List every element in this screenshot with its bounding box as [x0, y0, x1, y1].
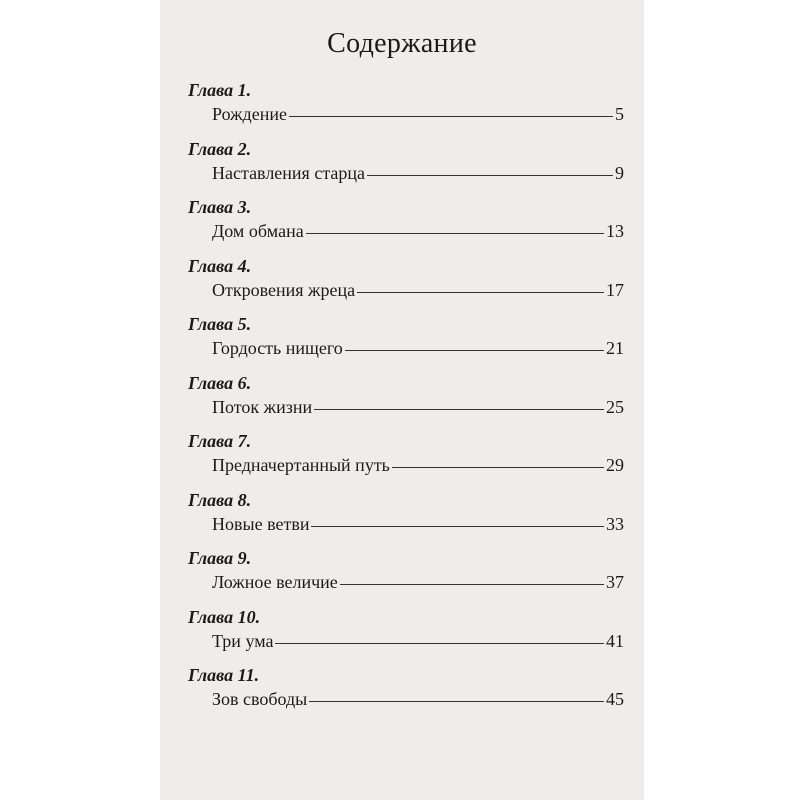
chapter-title: Новые ветви: [212, 513, 310, 534]
entry-line: [212, 689, 624, 710]
chapter-title: Рождение: [212, 104, 287, 124]
entry-line: [212, 631, 624, 652]
chapter-label: Глава 2.: [188, 138, 252, 159]
chapter-label: Глава 4.: [188, 255, 252, 276]
page-number: 45: [606, 689, 624, 709]
toc-entry: [160, 607, 644, 666]
chapter-title: Зов свободы: [212, 689, 308, 709]
page-number: 33: [606, 513, 624, 534]
toc-entry: [160, 373, 644, 432]
entry-line: [212, 397, 624, 418]
toc-entry: [160, 80, 644, 139]
toc-entry: [160, 256, 644, 315]
entry-line: [212, 338, 624, 359]
page-number: 29: [606, 455, 624, 475]
page-number: 9: [615, 162, 624, 183]
leader-line: [367, 175, 613, 176]
page-number: 17: [606, 279, 624, 300]
toc-entry: [160, 548, 644, 607]
leader-line: [357, 292, 604, 293]
toc-entry: [160, 314, 644, 373]
entry-line: [212, 280, 624, 301]
leader-line: [306, 233, 604, 234]
page-number: 37: [606, 572, 624, 592]
chapter-label: Глава 9.: [188, 548, 252, 568]
entry-line: [212, 104, 624, 125]
leader-line: [311, 526, 604, 527]
toc-entry: [160, 431, 644, 490]
toc-title: Содержание: [327, 28, 477, 59]
chapter-title: Наставления старца: [212, 162, 366, 183]
chapter-label: Глава 10.: [188, 606, 261, 627]
book-page: [160, 0, 644, 800]
page-number: 41: [606, 630, 624, 651]
chapter-label: Глава 3.: [188, 197, 252, 217]
chapter-title: Дом обмана: [212, 221, 304, 241]
page-number: 21: [606, 338, 624, 358]
toc-entry: [160, 490, 644, 549]
chapter-title: Откровения жреца: [212, 279, 356, 300]
chapter-title: Ложное величие: [212, 572, 338, 592]
page-number: 25: [606, 396, 624, 417]
chapter-title: Предначертанный путь: [212, 455, 390, 475]
entry-line: [212, 572, 624, 593]
chapter-label: Глава 1.: [188, 80, 252, 100]
leader-line: [289, 116, 613, 117]
leader-line: [345, 350, 604, 351]
leader-line: [340, 584, 604, 585]
page-number: 5: [615, 104, 624, 124]
entry-line: [212, 163, 624, 184]
entry-line: [212, 455, 624, 476]
chapter-label: Глава 7.: [188, 431, 252, 451]
chapter-title: Три ума: [212, 630, 274, 651]
leader-line: [392, 467, 604, 468]
toc-entry: [160, 665, 644, 724]
chapter-title: Гордость нищего: [212, 338, 343, 358]
chapter-title: Поток жизни: [212, 396, 313, 417]
leader-line: [314, 409, 604, 410]
toc-entry: [160, 139, 644, 198]
leader-line: [309, 701, 604, 702]
chapter-label: Глава 6.: [188, 372, 252, 393]
entry-line: [212, 221, 624, 242]
toc-entry: [160, 197, 644, 256]
page-number: 13: [606, 221, 624, 241]
chapter-label: Глава 8.: [188, 489, 252, 510]
chapter-label: Глава 11.: [188, 665, 260, 685]
entry-line: [212, 514, 624, 535]
toc-list: [160, 80, 644, 724]
leader-line: [275, 643, 604, 644]
chapter-label: Глава 5.: [188, 314, 252, 334]
